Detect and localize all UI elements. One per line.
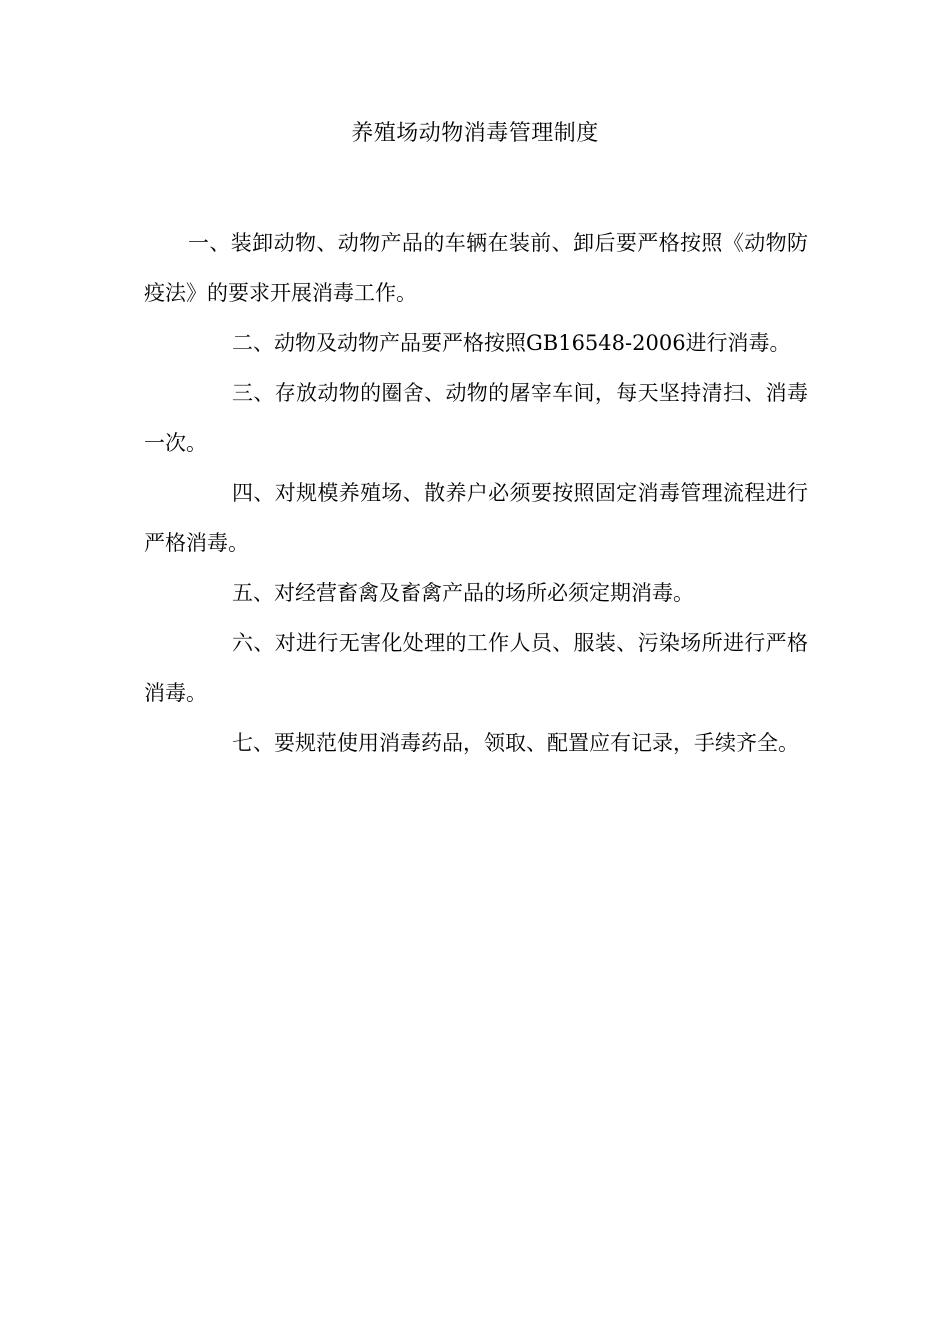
- paragraph-4: 四、对规模养殖场、散养户必须要按照固定消毒管理流程进行严格消毒。: [144, 481, 808, 555]
- paragraph-6: 六、对进行无害化处理的工作人员、服装、污染场所进行严格消毒。: [144, 631, 808, 705]
- page-title: 养殖场动物消毒管理制度: [351, 121, 599, 146]
- paragraph-3: 三、存放动物的圈舍、动物的屠宰车间，每天坚持清扫、消毒一次。: [144, 381, 808, 455]
- paragraph-2: 二、动物及动物产品要严格按照GB16548-2006进行消毒。: [232, 331, 791, 355]
- document-body: [144, 218, 808, 768]
- paragraph-5: 五、对经营畜禽及畜禽产品的场所必须定期消毒。: [232, 581, 694, 605]
- paragraph-7: 七、要规范使用消毒药品，领取、配置应有记录，手续齐全。: [232, 731, 799, 755]
- paragraph-1: 一、装卸动物、动物产品的车辆在装前、卸后要严格按照《动物防疫法》的要求开展消毒工作。: [144, 231, 808, 305]
